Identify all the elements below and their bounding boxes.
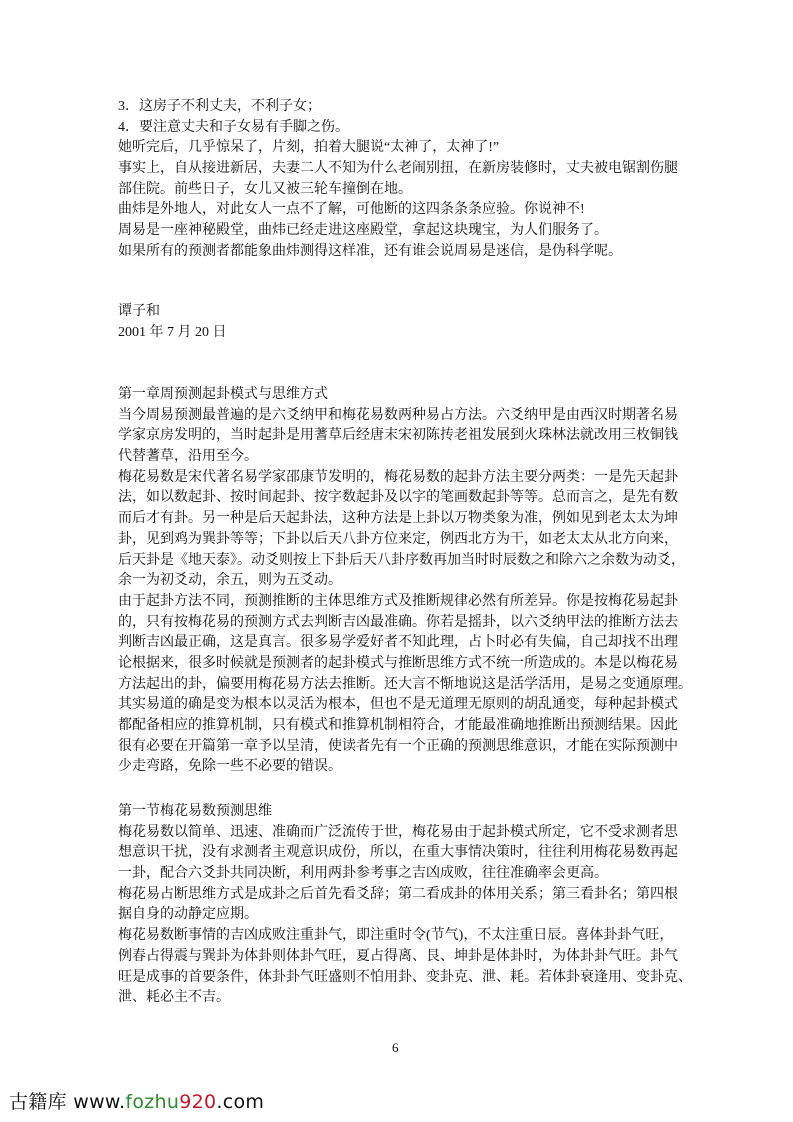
- text-line: 判断吉凶最正确，这是真言。很多易学爱好者不知此理，占卜时必有失偏，自己却找不出理: [118, 635, 678, 651]
- text-line: 论根据来，很多时候就是预测者的起卦模式与推断思维方式不统一所造成的。本是以梅花易: [118, 655, 678, 671]
- url-green-part: fozhu: [125, 1091, 180, 1113]
- text-line: 梅花易占断思维方式是成卦之后首先看爻辞；第二看成卦的体用关系；第三看卦名；第四根: [118, 886, 678, 902]
- text-line: 后天卦是《地天泰》。动爻则按上下卦后天八卦序数再加当时时辰数之和除六之余数为动爻，: [118, 552, 685, 568]
- url-prefix: www.: [73, 1091, 126, 1113]
- text-line: 法，如以数起卦、按时间起卦、按字数起卦及以字的笔画数起卦等等。总而言之，是先有数: [118, 490, 678, 506]
- text-line: 谭子和: [118, 304, 160, 319]
- text-line: 梅花易数断事情的吉凶成败注重卦气，即注重时令(节气)，不太注重日辰。喜体卦卦气旺，: [118, 928, 674, 944]
- text-line: 少走弯路，免除一些不必要的错误。: [118, 759, 342, 775]
- text-line: 一卦，配合六爻卦共同决断，利用两卦参考事之吉凶成败，往往准确率会更高。: [118, 866, 608, 882]
- text-line: 旺是成事的首要条件，体卦卦气旺盛则不怕用卦、变卦克、泄、耗。若体卦衰逢用、变卦克、: [118, 969, 692, 985]
- text-line: 3．这房子不利丈夫，不利子女；: [118, 99, 321, 114]
- text-line: 卦，见到鸡为巽卦等等；下卦以后天八卦方位来定，例西北方为干，如老太太从北方向来，: [118, 531, 678, 547]
- text-line: 其实易道的确是变为根本以灵活为根本，但也不是无道理无原则的胡乱通变，每种起卦模式: [118, 697, 678, 713]
- text-line: 梅花易数是宋代著名易学家邵康节发明的，梅花易数的起卦方法主要分两类：一是先天起卦: [118, 469, 678, 485]
- text-line: 学家京房发明的，当时起卦是用蓍草后经唐末宋初陈抟老祖发展到火珠林法就改用三枚铜钱: [118, 428, 678, 444]
- intro-text-block: [118, 97, 698, 263]
- url-suffix: .com: [216, 1091, 265, 1113]
- text-line: 余一为初爻动，余五，则为五爻动。: [118, 573, 342, 589]
- text-line: 的，只有按梅花易的预测方式去判断吉凶最准确。你若是摇卦，以六爻纳甲法的推断方法去: [118, 614, 678, 630]
- text-line: 很有必要在开篇第一章予以呈清，使读者先有一个正确的预测思维意识，才能在实际预测中: [118, 738, 678, 754]
- text-line: 曲炜是外地人，对此女人一点不了解，可他断的这四条条条应验。你说神不!: [118, 202, 585, 218]
- text-line: 第一章周预测起卦模式与思维方式: [118, 387, 328, 402]
- text-line: 如果所有的预测者都能象曲炜测得这样准，还有谁会说周易是迷信，是伪科学呢。: [118, 243, 622, 259]
- text-line: 方法起出的卦，偏要用梅花易方法去推断。还大言不惭地说这是活学活用，是易之变通原理。: [118, 676, 692, 692]
- text-line: 据自身的动静定应期。: [118, 907, 258, 923]
- text-line: 当今周易预测最普遍的是六爻纳甲和梅花易数两种易占方法。六爻纳甲是由西汉时期著名易: [118, 407, 678, 423]
- footer-url: [73, 1091, 264, 1113]
- text-line: 想意识干扰，没有求测者主观意识成份，所以，在重大事情决策时，往往利用梅花易数再起: [118, 845, 678, 861]
- page-number: 6: [392, 1040, 399, 1055]
- text-line: 4．要注意丈夫和子女易有手脚之伤。: [118, 119, 349, 135]
- text-line: 周易是一座神秘殿堂，曲炜已经走进这座殿堂，拿起这块瑰宝，为人们服务了。: [118, 223, 608, 239]
- section-one-block: [118, 802, 698, 1009]
- text-line: 泄、耗必主不吉。: [118, 990, 230, 1006]
- text-line: 都配备相应的推算机制，只有模式和推算机制相符合，才能最准确地推断出预测结果。因此: [118, 718, 678, 733]
- text-line: 第一节梅花易数预测思维: [118, 804, 272, 819]
- text-line: 例春占得震与巽卦为体卦则体卦气旺，夏占得离、艮、坤卦是体卦时，为体卦卦气旺。卦气: [118, 948, 678, 964]
- text-line: 部住院。前些日子，女儿又被三轮车撞倒在地。: [118, 181, 412, 197]
- text-line: 而后才有卦。另一种是后天起卦法，这种方法是上卦以万物类象为准，例如见到老太太为坤: [118, 511, 678, 527]
- text-line: 由于起卦方法不同，预测推断的主体思维方式及推断规律必然有所差异。你是按梅花易起卦: [118, 593, 678, 609]
- text-line: 事实上，自从接进新居，夫妻二人不知为什么老闹别扭，在新房装修时，丈夫被电锯割伤腿: [118, 161, 678, 177]
- text-line: 代替蓍草，沿用至今。: [118, 449, 258, 465]
- chapter-one-block: [118, 385, 698, 778]
- url-red-part: 920: [179, 1091, 217, 1113]
- text-line: 她听完后，几乎惊呆了，片刻，拍着大腿说“太神了，太神了!”: [118, 140, 500, 156]
- text-line: 梅花易数以简单、迅速、准确而广泛流传于世，梅花易由于起卦模式所定，它不受求测者思: [118, 824, 678, 840]
- footer-site-name: 古籍库: [9, 1091, 67, 1113]
- text-line: 2001 年 7 月 20 日: [118, 324, 227, 340]
- watermark-footer: [9, 1087, 264, 1114]
- signature-block: [118, 302, 698, 343]
